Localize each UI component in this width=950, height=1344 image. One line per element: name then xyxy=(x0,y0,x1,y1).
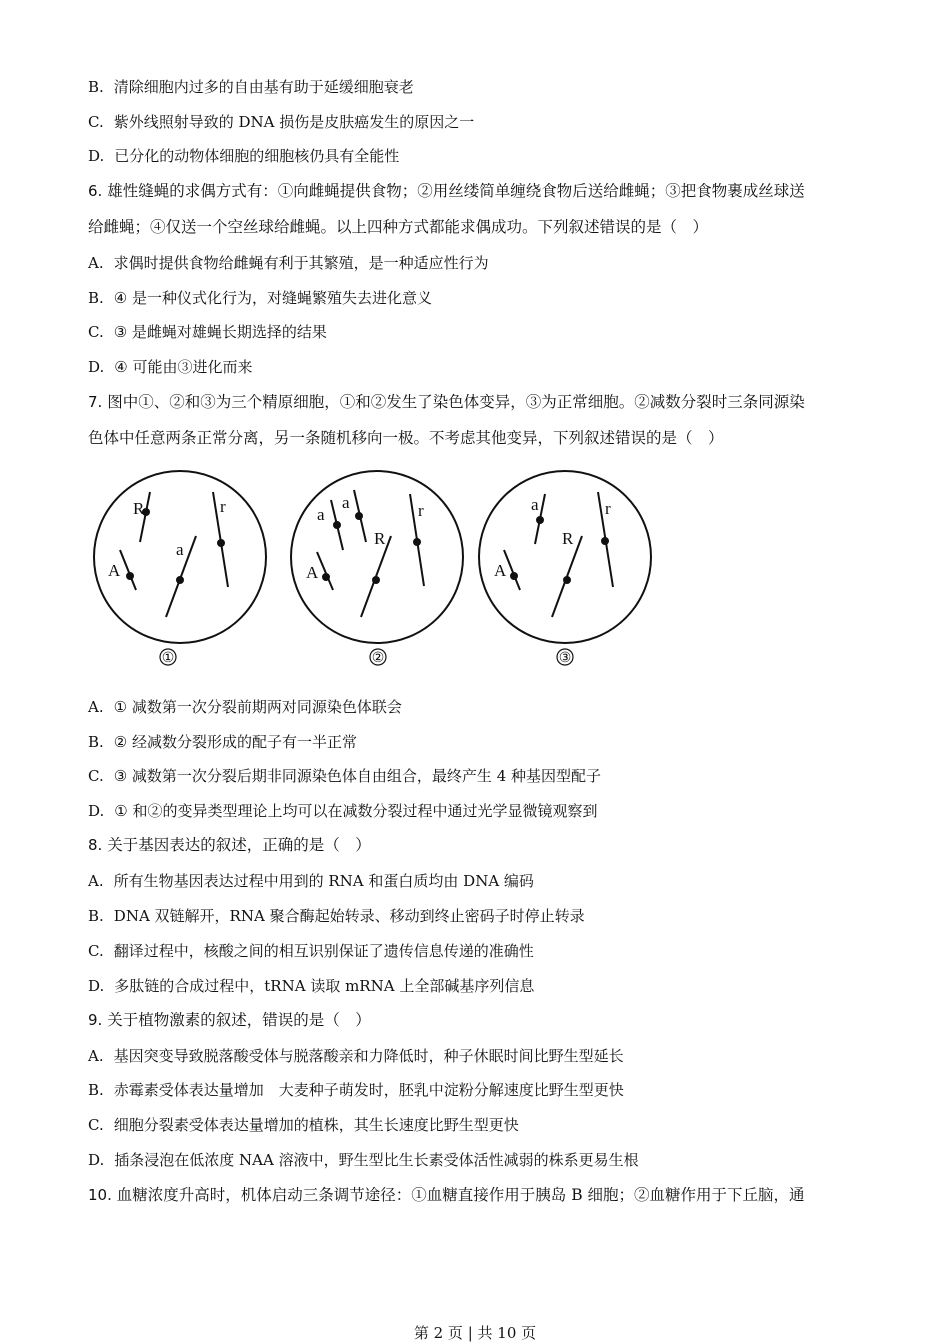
cell-2-membrane xyxy=(291,471,463,643)
cell-1-label-r: r xyxy=(220,497,226,516)
q8-option-b: B. DNA 双链解开，RNA 聚合酶起始转录、移动到终止密码子时停止转录 xyxy=(88,907,585,925)
q7-cell-diagram xyxy=(88,462,668,672)
cell-1-label-A: A xyxy=(108,561,121,580)
cell-2 xyxy=(291,471,463,666)
q7-option-d: D. ① 和②的变异类型理论上均可以在减数分裂过程中通过光学显微镜观察到 xyxy=(88,802,598,820)
q6-stem-cont: 给雌蝇；④仅送一个空丝球给雌蝇。以上四种方式都能求偶成功。下列叙述错误的是（ ） xyxy=(88,218,709,236)
q6-number: 6. xyxy=(88,182,103,200)
cell-3-centromere-r xyxy=(602,538,608,544)
q7-stem: 7. 图中①、②和③为三个精原细胞，①和②发生了染色体变异，③为正常细胞。②减数分裂时三条同源染 xyxy=(88,393,805,411)
q6-option-b: B. ④ 是一种仪式化行为，对缝蝇繁殖失去进化意义 xyxy=(88,289,433,307)
q7-number: 7. xyxy=(88,393,103,411)
q6-option-d: D. ④ 可能由③进化而来 xyxy=(88,358,253,376)
cell-1-label-a: a xyxy=(176,540,184,559)
cell-2-centromere-a1 xyxy=(334,522,340,528)
cell-2-label-A: A xyxy=(306,563,319,582)
q6-option-c: C. ③ 是雌蝇对雄蝇长期选择的结果 xyxy=(88,323,327,341)
cell-3-label-R: R xyxy=(562,529,574,548)
q8-option-c: C. 翻译过程中，核酸之间的相互识别保证了遗传信息传递的准确性 xyxy=(88,942,534,960)
cell-2-centromere-r xyxy=(414,539,420,545)
q6-stem: 6. 雄性缝蝇的求偶方式有：①向雌蝇提供食物；②用丝缕简单缠绕食物后送给雌蝇；③把食物裹成丝球送 xyxy=(88,182,805,200)
q5-option-d: D. 已分化的动物体细胞的细胞核仍具有全能性 xyxy=(88,147,400,165)
q5-option-b: B. 清除细胞内过多的自由基有助于延缓细胞衰老 xyxy=(88,78,414,96)
cell-2-centromere-A xyxy=(323,574,329,580)
q7-option-a: A. ① 减数第一次分裂前期两对同源染色体联会 xyxy=(88,698,402,716)
cell-3-centromere-A xyxy=(511,573,517,579)
q6-option-a: A. 求偶时提供食物给雌蝇有利于其繁殖，是一种适应性行为 xyxy=(88,254,489,272)
cell-3-chromosome-A xyxy=(504,550,520,590)
q9-stem: 9. 关于植物激素的叙述，错误的是（ ） xyxy=(88,1011,371,1029)
page-footer: 第 2 页 | 共 10 页 xyxy=(413,1324,537,1342)
q9-option-d: D. 插条浸泡在低浓度 NAA 溶液中，野生型比生长素受体活性减弱的株系更易生根 xyxy=(88,1151,639,1169)
cell-2-label-a1: a xyxy=(317,505,325,524)
cell-1-centromere-r xyxy=(218,540,224,546)
q8-number: 8. xyxy=(88,836,103,854)
q9-option-a: A. 基因突变导致脱落酸受体与脱落酸亲和力降低时，种子休眠时间比野生型延长 xyxy=(88,1047,624,1065)
cell-3-centromere-a xyxy=(537,517,543,523)
cell-2-label-R: R xyxy=(374,529,386,548)
cell-3-centromere-R xyxy=(564,577,570,583)
cell-3-label-a: a xyxy=(531,495,539,514)
q10-stem: 10. 血糖浓度升高时，机体启动三条调节途径：①血糖直接作用于胰岛 B 细胞；②血糖作用于下丘脑，通 xyxy=(88,1186,805,1204)
cell-2-label-a2: a xyxy=(342,493,350,512)
cell-1-caption: ① xyxy=(161,651,175,666)
q8-stem: 8. 关于基因表达的叙述，正确的是（ ） xyxy=(88,836,371,854)
cell-1-label-R: R xyxy=(133,499,145,518)
q7-option-b: B. ② 经减数分裂形成的配子有一半正常 xyxy=(88,733,358,751)
cell-3-label-A: A xyxy=(494,561,507,580)
cell-2-caption: ② xyxy=(371,651,385,666)
q7-stem-cont: 色体中任意两条正常分离，另一条随机移向一极。不考虑其他变异，下列叙述错误的是（ ） xyxy=(88,429,724,447)
cell-2-chromosome-A xyxy=(317,552,333,590)
q5-option-c: C. 紫外线照射导致的 DNA 损伤是皮肤癌发生的原因之一 xyxy=(88,113,475,131)
cell-3-membrane xyxy=(479,471,651,643)
q7-option-c: C. ③ 减数第一次分裂后期非同源染色体自由组合，最终产生 4 种基因型配子 xyxy=(88,767,602,785)
cell-1-centromere-a xyxy=(177,577,183,583)
q8-option-a: A. 所有生物基因表达过程中用到的 RNA 和蛋白质均由 DNA 编码 xyxy=(88,872,534,890)
q9-option-b: B. 赤霉素受体表达量增加 大麦种子萌发时，胚乳中淀粉分解速度比野生型更快 xyxy=(88,1081,624,1099)
q9-number: 9. xyxy=(88,1011,103,1029)
cell-3-label-r: r xyxy=(605,499,611,518)
cell-3-caption: ③ xyxy=(558,651,572,666)
cell-2-centromere-a2 xyxy=(356,513,362,519)
cell-2-centromere-R xyxy=(373,577,379,583)
cell-1 xyxy=(94,471,266,666)
q10-number: 10. xyxy=(88,1186,112,1204)
cell-1-centromere-A xyxy=(127,573,133,579)
cell-3 xyxy=(479,471,651,666)
cell-1-chromosome-A xyxy=(120,550,136,590)
q9-option-c: C. 细胞分裂素受体表达量增加的植株，其生长速度比野生型更快 xyxy=(88,1116,519,1134)
q8-option-d: D. 多肽链的合成过程中，tRNA 读取 mRNA 上全部碱基序列信息 xyxy=(88,977,535,995)
cell-2-label-r: r xyxy=(418,501,424,520)
